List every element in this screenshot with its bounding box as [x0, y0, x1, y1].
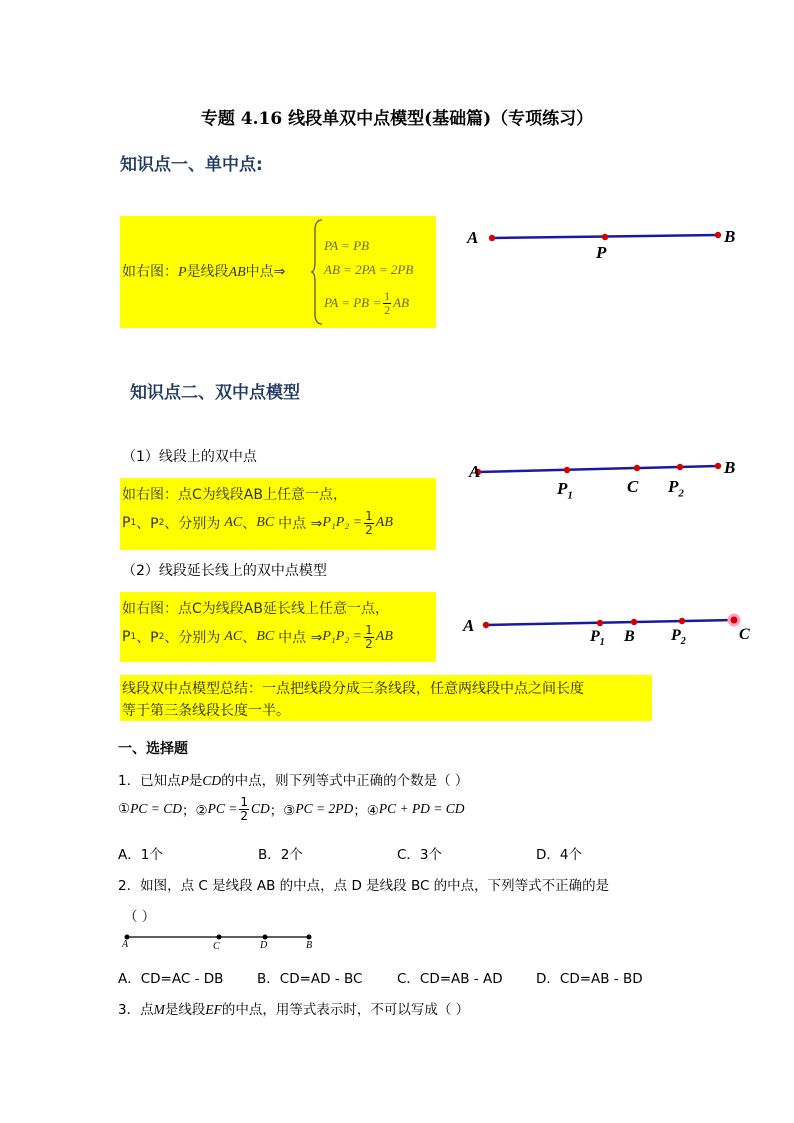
k2-summary-line2: 等于第三条线段长度一半。 — [122, 703, 290, 719]
k1-eq3-den: 2 — [384, 302, 391, 317]
q1-e1: PC = CD — [130, 801, 182, 817]
q2-paren: （ ） — [124, 909, 156, 925]
q1-p: P — [180, 773, 189, 788]
q2-option-b[interactable]: B．CD=AD - BC — [257, 971, 363, 987]
k1-point-b — [715, 232, 721, 238]
k2-fig2-point-b — [631, 619, 637, 625]
k2-sub2-num: 1 — [365, 623, 373, 637]
q3-ef: EF — [205, 1002, 222, 1017]
k2-fig2-point-p1 — [597, 620, 603, 626]
q1-e2d: 2 — [240, 808, 248, 823]
q1-cd: CD — [202, 773, 222, 788]
k2-sub2-p1-sub: 1 — [130, 632, 137, 643]
k2-fig2-label-b: B — [624, 628, 635, 645]
k2-sub1-p1: P — [122, 515, 131, 532]
q1-e4: PC + PD = CD — [378, 801, 465, 817]
k2-fig2-p2-text: P — [671, 627, 681, 644]
k1-eq2: AB = 2PA = 2PB — [324, 262, 414, 277]
q1-frac — [239, 796, 249, 822]
q1-options-line — [118, 796, 465, 822]
q2-label-b: B — [306, 940, 313, 951]
q2-stem: 2．如图，点 C 是线段 AB 的中点，点 D 是线段 BC 的中点，下列等式不正确的是 — [118, 878, 610, 894]
k2-sub1-p1p2: P₁P₂ = — [322, 515, 363, 531]
k2-fig1-p1-sub: 1 — [567, 489, 573, 502]
q1-option-b[interactable]: B．2个 — [258, 847, 303, 863]
k2-fig2-point-p2 — [679, 618, 685, 624]
q1-s1: ；② — [181, 803, 208, 820]
q1-e2n: 1 — [240, 795, 248, 809]
k2-sub2-title: （2）线段延长线上的双中点模型 — [122, 563, 327, 579]
k2-fig1-point-p2 — [677, 464, 683, 470]
k2-fig2-label-p2 — [671, 627, 686, 647]
k1-eq3-frac — [383, 290, 391, 316]
k2-fig1-label-a: A — [469, 462, 481, 481]
q3-m: M — [153, 1002, 165, 1017]
k2-fig2-label-a: A — [463, 616, 475, 635]
k2-sub2-line2 — [122, 624, 393, 650]
k2-fig2-segment — [486, 620, 734, 625]
k2-figure2 — [460, 605, 760, 648]
k1-label-b: B — [724, 227, 736, 246]
k2-fig1-p1-text: P — [557, 479, 568, 498]
q1-stem-b: 是 — [188, 773, 203, 789]
q1-stem-c: 的中点，则下列等式中正确的个数是（ ） — [221, 773, 469, 789]
k2-fig2-p1-sub: 1 — [599, 637, 605, 649]
k2-sub2-ac: AC — [224, 629, 243, 645]
k2-fig1-label-b: B — [724, 458, 736, 477]
k1-label-a: A — [467, 228, 479, 247]
k1-point-p — [602, 234, 608, 240]
k2-sub2-text-c: 、分别为 — [164, 630, 221, 647]
k2-fig1-p2-text: P — [668, 477, 679, 496]
k2-sub1-line2 — [122, 510, 393, 536]
page-title: 专题 4.16 线段单双中点模型(基础篇)（专项练习） — [200, 109, 594, 129]
k2-sub2-den: 2 — [365, 636, 373, 651]
k2-fig2-label-p1 — [590, 628, 605, 648]
k2-fig1-point-b — [715, 463, 721, 469]
k1-prefix: 如右图： — [122, 264, 178, 280]
k2-fig1-p2-sub: 2 — [678, 487, 684, 500]
k2-sub1-title: （1）线段上的双中点 — [122, 449, 257, 465]
k1-ab: AB — [228, 265, 246, 280]
k2-sub1-num: 1 — [365, 509, 373, 523]
q3-stem-b: 是线段 — [164, 1002, 206, 1018]
section-choice: 一、选择题 — [118, 741, 188, 757]
q2-point-d — [263, 935, 268, 940]
k2-sub1-box — [120, 478, 436, 550]
q2-label-d: D — [260, 940, 268, 951]
q1-option-c[interactable]: C．3个 — [397, 847, 443, 863]
k2-fig1-label-c: C — [627, 477, 639, 496]
k2-sub1-text-d: 中点 ⇒ — [278, 516, 323, 533]
q1-stem-a: 1．已知点 — [118, 773, 181, 789]
q1-o1: ① — [118, 801, 131, 818]
k2-fig2-p1-text: P — [590, 628, 600, 645]
k2-fig2-point-a — [483, 622, 489, 628]
k1-point-a — [489, 235, 495, 241]
k2-sub1-bc: BC — [256, 515, 275, 531]
q2-point-b — [307, 935, 312, 940]
q1-e2b: CD — [250, 801, 270, 817]
k1-eq3-left: PA = PB = — [324, 295, 382, 311]
q1-e3: PC = 2PD — [295, 801, 354, 817]
k2-summary-line1: 线段双中点模型总结：一点把线段分成三条线段，任意两线段中点之间长度 — [122, 681, 584, 697]
k2-fig2-point-c — [729, 615, 739, 625]
k2-sub1-p2: 、P — [136, 516, 159, 533]
q1-s3: ；④ — [353, 803, 379, 820]
k2-sub1-den: 2 — [365, 522, 373, 537]
k2-sub2-ab: AB — [375, 629, 393, 645]
q2-option-a[interactable]: A．CD=AC - DB — [118, 971, 224, 987]
k2-sub2-bc: BC — [256, 629, 275, 645]
k1-box-text — [122, 261, 285, 281]
k2-fig1-label-p1 — [557, 479, 573, 501]
k1-p: P — [178, 265, 187, 280]
section-heading-k1: 知识点一、单中点: — [120, 155, 263, 175]
k2-sub1-p2-sub: 2 — [158, 518, 165, 529]
k2-sub1-text-c: 、分别为 — [164, 516, 221, 533]
q2-label-a: A — [122, 939, 129, 950]
k1-highlight-box — [120, 216, 436, 328]
k1-eq3-right: AB — [393, 295, 410, 311]
q3-stem — [118, 998, 469, 1018]
section-heading-k2: 知识点二、双中点模型 — [130, 383, 300, 403]
k1-mid1: 是线段 — [186, 264, 229, 280]
k1-figure — [460, 220, 760, 270]
k2-sub2-box — [120, 592, 436, 662]
k2-sub1-sep: 、 — [242, 516, 257, 533]
q2-figure — [118, 928, 328, 948]
k2-sub2-p1: P — [122, 629, 131, 646]
k1-eq3-num: 1 — [384, 289, 391, 303]
k2-sub1-ab: AB — [375, 515, 393, 531]
k2-fig1-point-p1 — [564, 467, 570, 473]
k1-eq1: PA = PB — [324, 238, 370, 253]
q1-e2a: PC = — [207, 801, 238, 817]
k2-sub2-p2-sub: 2 — [158, 632, 165, 643]
k2-sub2-line1: 如右图：点C为线段AB延长线上任意一点， — [122, 601, 389, 617]
q2-point-c — [217, 935, 222, 940]
k2-figure1 — [460, 455, 760, 495]
q1-s2: ；③ — [269, 803, 296, 820]
k2-fig2-label-c: C — [739, 626, 750, 643]
q2-label-c: C — [213, 941, 220, 952]
k2-sub1-line1: 如右图：点C为线段AB上任意一点， — [122, 487, 347, 503]
k2-sub2-p1p2: P₁P₂ = — [322, 629, 363, 645]
q1-stem — [118, 769, 468, 789]
q2-option-d[interactable]: D．CD=AB - BD — [536, 971, 643, 987]
k1-brace — [310, 218, 324, 326]
k1-eq3 — [324, 290, 409, 316]
k2-fig2-p2-sub: 2 — [680, 636, 686, 648]
k2-fig1-label-p2 — [668, 477, 684, 499]
q2-option-c[interactable]: C．CD=AB - AD — [397, 971, 503, 987]
k2-sub2-sep: 、 — [242, 630, 257, 647]
k2-sub1-ac: AC — [224, 515, 243, 531]
k2-sub2-text-d: 中点 ⇒ — [278, 630, 323, 647]
q1-option-d[interactable]: D．4个 — [536, 847, 582, 863]
k2-sub1-frac — [364, 510, 374, 536]
q1-option-a[interactable]: A．1个 — [118, 847, 163, 863]
k2-sub1-p1-sub: 1 — [130, 518, 137, 529]
k2-summary-box — [120, 675, 652, 721]
k1-mid2: 中点⇒ — [245, 264, 286, 280]
k2-sub2-p2: 、P — [136, 630, 159, 647]
k2-fig1-point-c — [634, 465, 640, 471]
q3-stem-a: 3．点 — [118, 1002, 154, 1018]
k1-label-p: P — [596, 243, 607, 262]
k2-sub2-frac — [364, 624, 374, 650]
q3-stem-c: 的中点，用等式表示时，不可以写成（ ） — [221, 1002, 470, 1018]
